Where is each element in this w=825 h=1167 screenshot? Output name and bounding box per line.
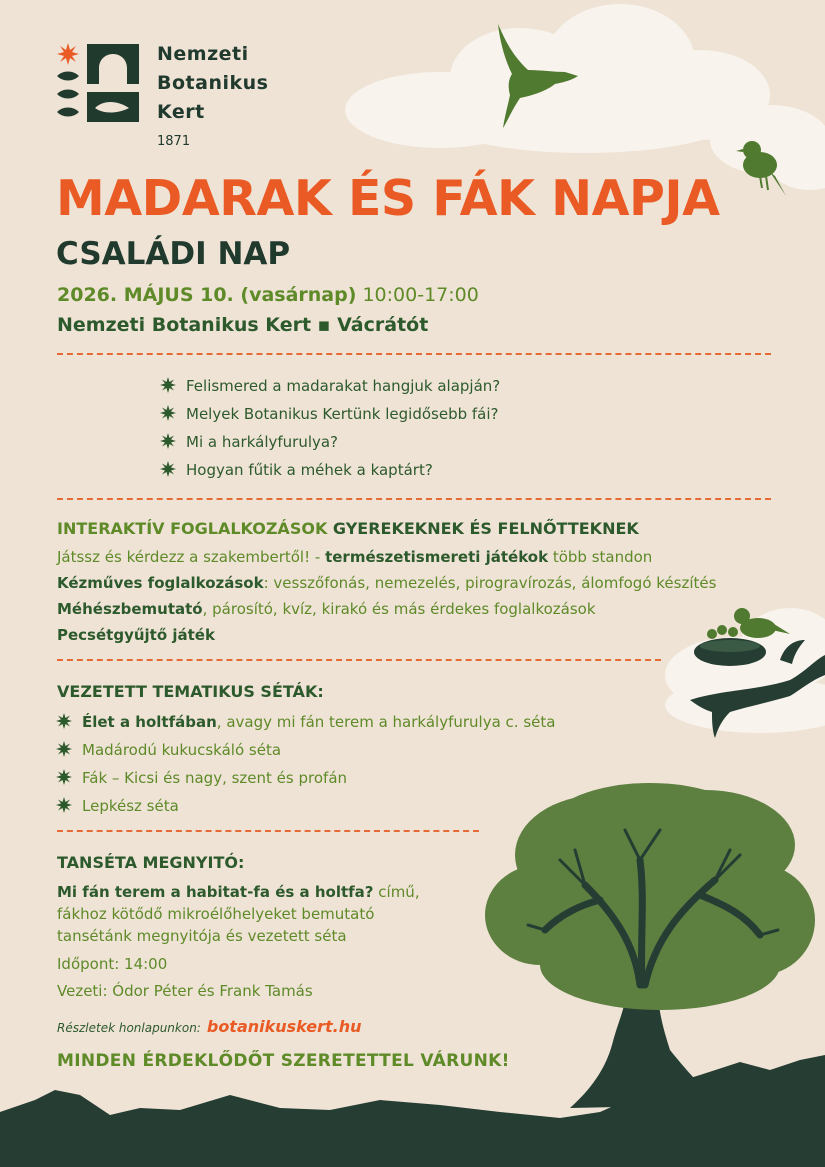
question-text: Hogyan fűtik a méhek a kaptárt? xyxy=(186,461,433,479)
text: , párosító, kvíz, kirakó és más érdekes foglalkozások xyxy=(202,600,596,618)
divider xyxy=(57,498,771,500)
event-venue: Nemzeti Botanikus Kert ▪ Vácrátót xyxy=(57,314,429,336)
list-item xyxy=(56,736,555,764)
trail-line: fákhoz kötődő mikroélőhelyeket bemutató xyxy=(57,905,375,923)
question-text: Felismered a madarakat hangjuk alapján? xyxy=(186,377,501,395)
interactive-heading xyxy=(57,519,639,538)
trail-time: Időpont: 14:00 xyxy=(57,955,168,973)
star-bullet-icon xyxy=(56,713,72,729)
walk-text: , avagy mi fán terem a harkályfurulya c. séta xyxy=(216,713,556,731)
trail-line: tansétánk megnyitója és vezetett séta xyxy=(57,927,347,945)
logo-line: Kert xyxy=(157,101,205,123)
logo-name xyxy=(157,40,268,127)
logo-year: 1871 xyxy=(157,134,191,149)
tree-illustration xyxy=(485,783,815,1108)
text: több standon xyxy=(548,548,653,566)
trail-line xyxy=(57,881,457,903)
star-bullet-icon xyxy=(160,405,176,421)
text-bold: Méhészbemutató xyxy=(57,600,203,618)
question-text: Melyek Botanikus Kertünk legidősebb fái? xyxy=(186,405,499,423)
hills xyxy=(0,1055,825,1167)
event-title: MADARAK ÉS FÁK NAPJA xyxy=(56,170,720,227)
star-bullet-icon xyxy=(160,461,176,477)
interactive-line xyxy=(57,544,652,570)
walks-heading: VEZETETT TEMATIKUS SÉTÁK: xyxy=(57,682,324,701)
interactive-line xyxy=(57,622,215,648)
divider xyxy=(57,353,771,355)
logo-line: Nemzeti xyxy=(157,43,249,65)
website-line xyxy=(57,1017,362,1036)
website-label: Részletek honlapunkon: xyxy=(57,1021,201,1035)
interactive-line xyxy=(57,596,596,622)
divider xyxy=(57,659,661,661)
logo-line: Botanikus xyxy=(157,72,269,94)
list-item xyxy=(160,456,500,484)
text: : vesszőfonás, nemezelés, pirogravírozás, álomfogó készítés xyxy=(263,574,717,592)
list-item xyxy=(160,400,500,428)
event-date xyxy=(57,284,479,306)
star-bullet-icon xyxy=(56,741,72,757)
questions-list xyxy=(160,372,500,484)
list-item xyxy=(56,792,555,820)
walks-list xyxy=(56,708,555,820)
trail-guides: Vezeti: Ódor Péter és Frank Tamás xyxy=(57,982,313,1000)
list-item xyxy=(56,708,555,736)
star-bullet-icon xyxy=(160,433,176,449)
star-bullet-icon xyxy=(56,769,72,785)
trail-heading: TANSÉTA MEGNYITÓ: xyxy=(57,853,245,872)
walk-text: Lepkész séta xyxy=(82,797,179,815)
garden-logo-icon xyxy=(55,42,141,124)
interactive-heading-strong: INTERAKTÍV FOGLALKOZÁSOK xyxy=(57,519,328,538)
text: című, xyxy=(373,883,420,901)
interactive-line xyxy=(57,570,716,596)
event-subtitle: CSALÁDI NAP xyxy=(56,236,291,272)
question-text: Mi a harkályfurulya? xyxy=(186,433,339,451)
text: Játssz és kérdezz a szakembertől! - xyxy=(57,548,326,566)
list-item xyxy=(56,764,555,792)
divider xyxy=(57,830,479,832)
text-bold: Kézműves foglalkozások xyxy=(57,574,264,592)
list-item xyxy=(160,428,500,456)
interactive-heading-rest: GYEREKEKNEK ÉS FELNŐTTEKNEK xyxy=(332,519,639,538)
website-link[interactable]: botanikuskert.hu xyxy=(206,1017,362,1036)
walk-text: Madárodú kukucskáló séta xyxy=(82,741,282,759)
event-day: 2026. MÁJUS 10. (vasárnap) xyxy=(57,284,357,306)
list-item xyxy=(160,372,500,400)
text-bold: természetismereti játékok xyxy=(325,548,549,566)
text-bold: Pecsétgyűjtő játék xyxy=(57,626,215,644)
trail-description xyxy=(57,881,457,947)
closing-text: MINDEN ÉRDEKLŐDŐT SZERETETTEL VÁRUNK! xyxy=(57,1051,510,1071)
walk-title: Élet a holtfában xyxy=(82,713,217,731)
trail-title: Mi fán terem a habitat-fa és a holtfa? xyxy=(57,883,374,901)
walk-text: Fák – Kicsi és nagy, szent és profán xyxy=(82,769,348,787)
logo-flower-icon xyxy=(57,43,79,65)
star-bullet-icon xyxy=(56,797,72,813)
event-time: 10:00-17:00 xyxy=(362,284,479,306)
star-bullet-icon xyxy=(160,377,176,393)
